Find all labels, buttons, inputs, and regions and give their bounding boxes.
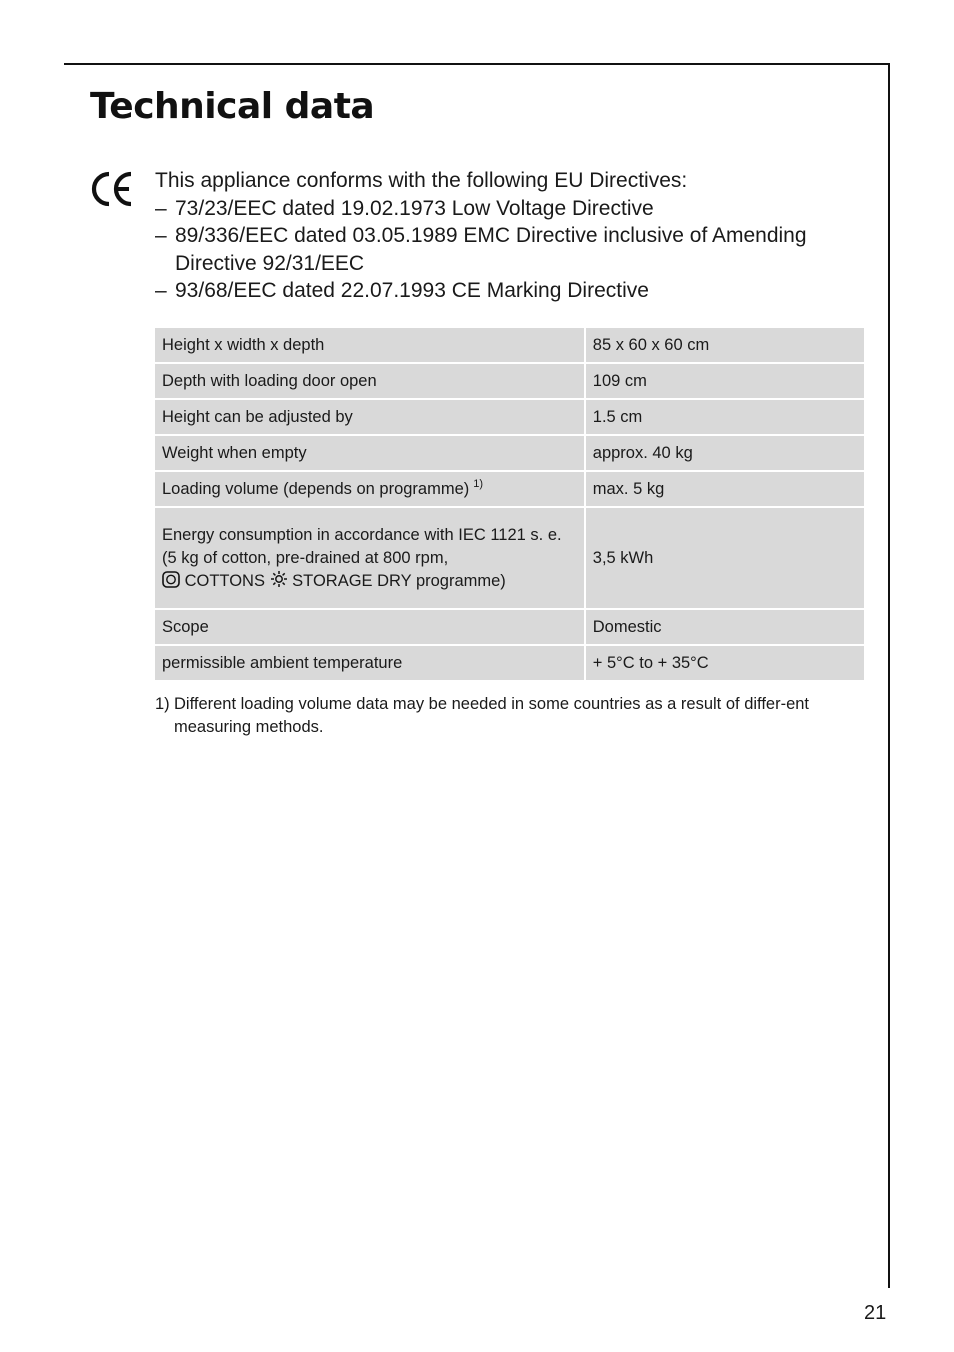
energy-label-line: (5 kg of cotton, pre-drained at 800 rpm,: [162, 548, 449, 567]
table-row: [155, 436, 864, 470]
dash-bullet: –: [155, 279, 167, 302]
directive-text: 93/68/EEC dated 22.07.1993 CE Marking Directive: [175, 279, 649, 302]
spec-label: Depth with loading door open: [155, 364, 586, 398]
dash-bullet: –: [155, 224, 167, 247]
table-row: [155, 646, 864, 680]
page-title: Technical data: [90, 86, 375, 127]
directives-intro: This appliance conforms with the following EU Directives:: [155, 169, 688, 192]
spec-value: 1.5 cm: [586, 400, 864, 434]
cottons-label: COTTONS: [184, 571, 265, 590]
directives-block: [155, 167, 855, 305]
spec-value: 3,5 kWh: [586, 508, 864, 608]
footnote-text: Different loading volume data may be needed in some countries as a result of differ-ent measuring methods.: [174, 695, 810, 736]
energy-label-line: [162, 570, 577, 593]
spec-label: Scope: [155, 610, 586, 644]
table-row: [155, 610, 864, 644]
spec-label-cell: [155, 508, 586, 608]
spec-value: max. 5 kg: [586, 472, 864, 506]
dash-bullet: –: [155, 196, 167, 220]
spec-label: Height can be adjusted by: [155, 400, 586, 434]
technical-data-table: [155, 326, 864, 682]
spec-label-cell: [155, 472, 586, 506]
page-number: 21: [864, 1302, 887, 1324]
spec-value: 85 x 60 x 60 cm: [586, 328, 864, 362]
right-rule: [888, 63, 890, 1288]
spec-value: + 5°C to + 35°C: [586, 646, 864, 680]
spec-label: permissible ambient temperature: [155, 646, 586, 680]
directive-text: 73/23/EEC dated 19.02.1973 Low Voltage Directive: [175, 196, 654, 220]
spec-label: Height x width x depth: [155, 328, 586, 362]
table-row: [155, 328, 864, 362]
table-row: [155, 400, 864, 434]
ce-mark-icon: [89, 170, 135, 208]
spec-label: Weight when empty: [155, 436, 586, 470]
directive-item: [155, 277, 855, 305]
spec-value: approx. 40 kg: [586, 436, 864, 470]
directive-item: [155, 222, 855, 277]
table-row: [155, 508, 864, 608]
table-row: [155, 472, 864, 506]
cottons-symbol-icon: [162, 571, 180, 588]
sun-symbol-icon: [270, 570, 288, 588]
table-row: [155, 364, 864, 398]
footnote-ref: 1): [473, 478, 484, 490]
top-rule: [64, 63, 890, 65]
directive-item: [155, 195, 855, 223]
footnote-mark: 1): [155, 695, 170, 713]
spec-value: Domestic: [586, 610, 864, 644]
directive-text: 89/336/EEC dated 03.05.1989 EMC Directive inclusive of Amending Directive 92/31/EEC: [175, 224, 807, 275]
storage-dry-label: STORAGE DRY programme): [292, 571, 506, 590]
footnote: [155, 693, 867, 739]
spec-label: Loading volume (depends on programme): [162, 479, 470, 498]
spec-value: 109 cm: [586, 364, 864, 398]
energy-label-line: Energy consumption in accordance with IEC 1121 s. e.: [162, 525, 562, 544]
